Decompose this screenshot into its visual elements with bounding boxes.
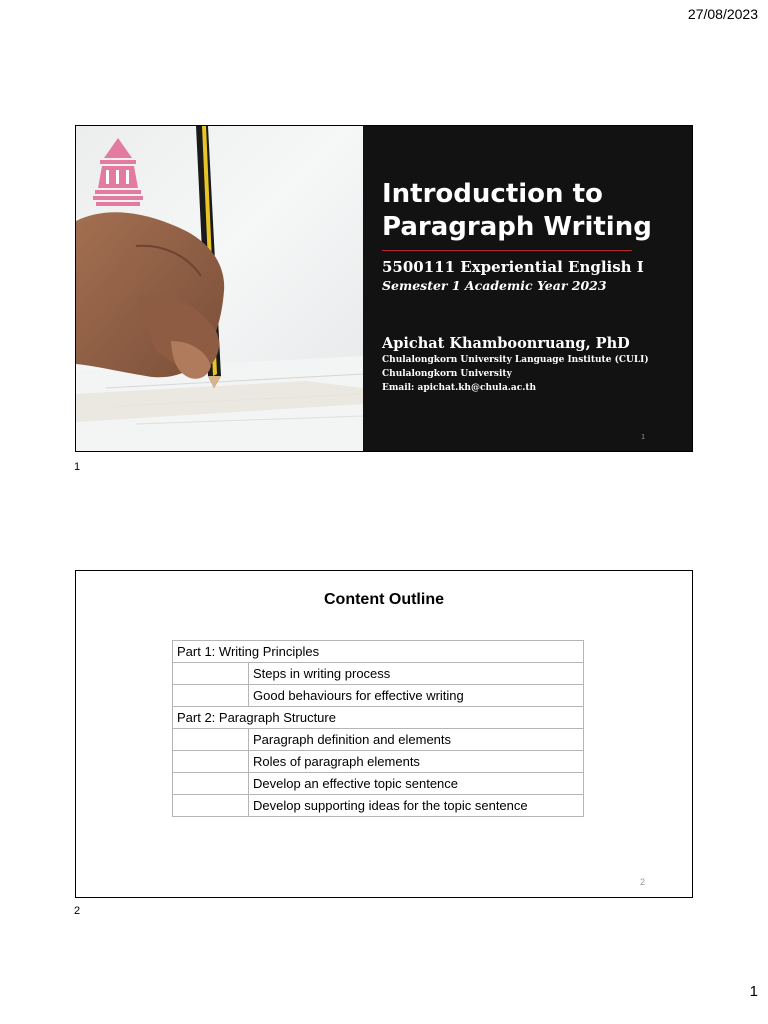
slide-1-caption: 1 xyxy=(74,461,81,473)
semester-label: Semester 1 Academic Year 2023 xyxy=(382,278,607,293)
hand-writing-photo xyxy=(76,126,363,451)
outline-item: Steps in writing process xyxy=(249,663,584,685)
outline-item: Roles of paragraph elements xyxy=(249,751,584,773)
part-heading: Part 2: Paragraph Structure xyxy=(173,707,584,729)
table-row xyxy=(173,641,584,663)
table-cell xyxy=(173,795,249,817)
presentation-title: Introduction to Paragraph Writing xyxy=(382,179,652,242)
table-row xyxy=(173,663,584,685)
slide-2-caption: 2 xyxy=(74,905,81,917)
outline-item: Good behaviours for effective writing xyxy=(249,685,584,707)
outline-item: Paragraph definition and elements xyxy=(249,729,584,751)
slide-number: 2 xyxy=(639,877,645,887)
page-number: 1 xyxy=(749,983,758,1000)
author-name: Apichat Khamboonruang, PhD xyxy=(382,335,630,352)
print-date: 27/08/2023 xyxy=(687,6,758,22)
affiliation-institute: Chulalongkorn University Language Institute (CULI) xyxy=(382,355,649,365)
table-row xyxy=(173,751,584,773)
table-cell xyxy=(173,773,249,795)
table-row xyxy=(173,729,584,751)
table-row xyxy=(173,773,584,795)
author-email: Email: apichat.kh@chula.ac.th xyxy=(382,383,537,393)
outline-table xyxy=(172,640,584,817)
outline-title: Content Outline xyxy=(324,591,444,608)
slide-number: 1 xyxy=(641,434,645,441)
table-row xyxy=(173,795,584,817)
table-cell xyxy=(173,751,249,773)
affiliation-university: Chulalongkorn University xyxy=(382,369,512,379)
table-cell xyxy=(173,685,249,707)
part-heading: Part 1: Writing Principles xyxy=(173,641,584,663)
table-row xyxy=(173,707,584,729)
university-logo xyxy=(92,136,144,215)
slide-2 xyxy=(75,570,693,898)
title-divider xyxy=(382,250,632,251)
outline-item: Develop supporting ideas for the topic sentence xyxy=(249,795,584,817)
slide-1 xyxy=(75,125,693,452)
table-cell xyxy=(173,729,249,751)
table-cell xyxy=(173,663,249,685)
outline-item: Develop an effective topic sentence xyxy=(249,773,584,795)
table-row xyxy=(173,685,584,707)
course-name: 5500111 Experiential English I xyxy=(382,258,644,276)
